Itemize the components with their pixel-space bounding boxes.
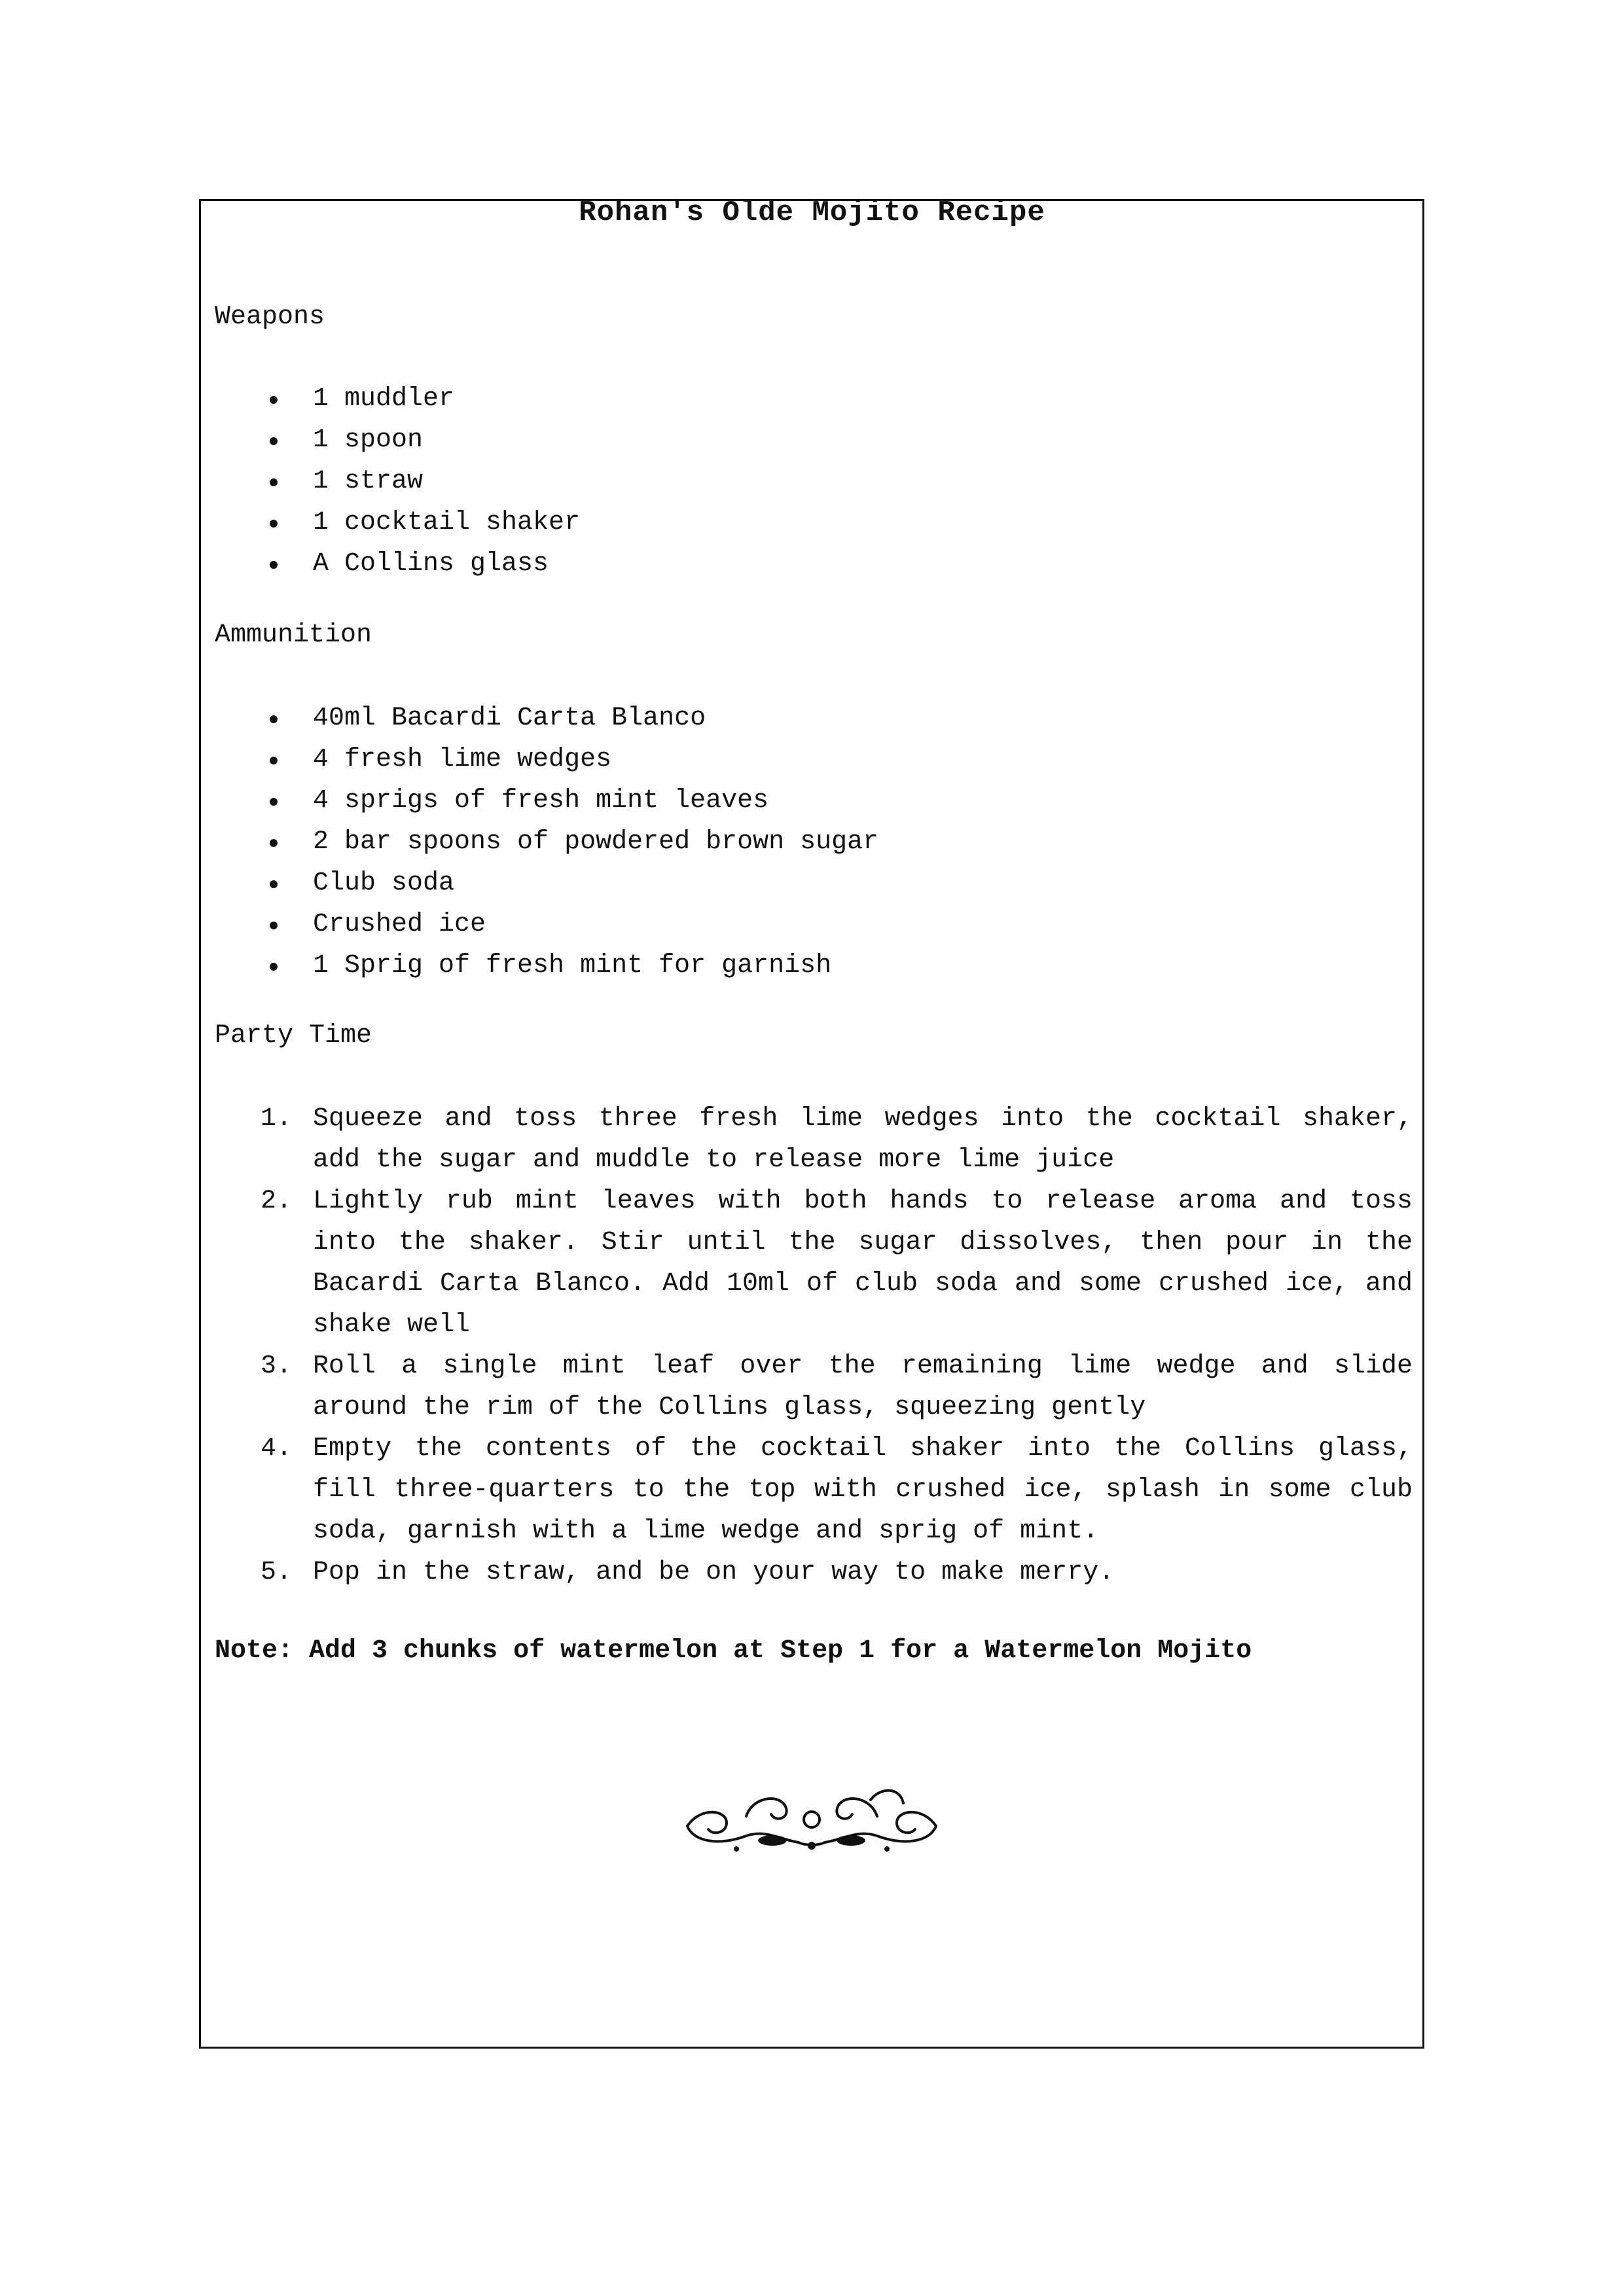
step-number: 1. [261,1104,293,1134]
party-time-steps [215,1098,1413,1593]
bullet-icon [270,715,278,723]
step-number: 2. [261,1187,293,1216]
list-item: Crushed ice [215,904,878,945]
list-item: 1 spoon [215,420,580,461]
list-item: A Collins glass [215,543,580,584]
flourish-ornament-icon [674,1780,949,1865]
list-item: 4 fresh lime wedges [215,739,878,780]
step-item [215,1346,1413,1428]
step-item [215,1428,1413,1552]
bullet-icon [270,963,278,971]
weapons-list [215,378,580,584]
bullet-icon [270,437,278,445]
step-text: Lightly rub mint leaves with both hands to release aroma and toss into the shaker. Stir until the sugar dissolves, then pour in the Bacardi Carta Blanco. Add 10ml of club soda and some crushed ice, and shake well [313,1187,1413,1340]
bullet-icon [270,478,278,486]
bullet-icon [270,798,278,806]
list-item: 2 bar spoons of powdered brown sugar [215,821,878,863]
bullet-icon [270,839,278,847]
ammunition-list [215,698,878,986]
section-heading-weapons: Weapons [215,302,325,332]
bullet-icon [270,757,278,764]
list-item: 4 sprigs of fresh mint leaves [215,780,878,821]
list-item: 1 muddler [215,378,580,420]
step-number: 5. [261,1558,293,1587]
list-item: 1 straw [215,461,580,502]
step-item [215,1181,1413,1346]
step-number: 4. [261,1434,293,1463]
step-text: Squeeze and toss three fresh lime wedges into the cocktail shaker, add the sugar and muddle to release more lime juice [313,1104,1413,1175]
step-item [215,1552,1413,1593]
list-item: Club soda [215,863,878,904]
step-number: 3. [261,1352,293,1381]
step-text: Roll a single mint leaf over the remaining lime wedge and slide around the rim of the Collins glass, squeezing gently [313,1352,1413,1422]
bullet-icon [270,922,278,929]
list-item: 1 Sprig of fresh mint for garnish [215,945,878,986]
section-heading-ammunition: Ammunition [215,620,372,650]
list-item: 40ml Bacardi Carta Blanco [215,698,878,739]
bullet-icon [270,561,278,569]
list-item: 1 cocktail shaker [215,502,580,543]
bullet-icon [270,880,278,888]
step-text: Pop in the straw, and be on your way to make merry. [313,1558,1115,1587]
page-title: Rohan's Olde Mojito Recipe [579,196,1045,229]
step-item [215,1098,1413,1181]
bullet-icon [270,520,278,528]
bullet-icon [270,396,278,404]
section-heading-party-time: Party Time [215,1021,372,1050]
watermelon-note: Note: Add 3 chunks of watermelon at Step 1 for a Watermelon Mojito [215,1636,1252,1666]
step-text: Empty the contents of the cocktail shaker into the Collins glass, fill three-quarters to the top with crushed ice, splash in some club soda, garnish with a lime wedge and sprig of mint. [313,1434,1413,1546]
